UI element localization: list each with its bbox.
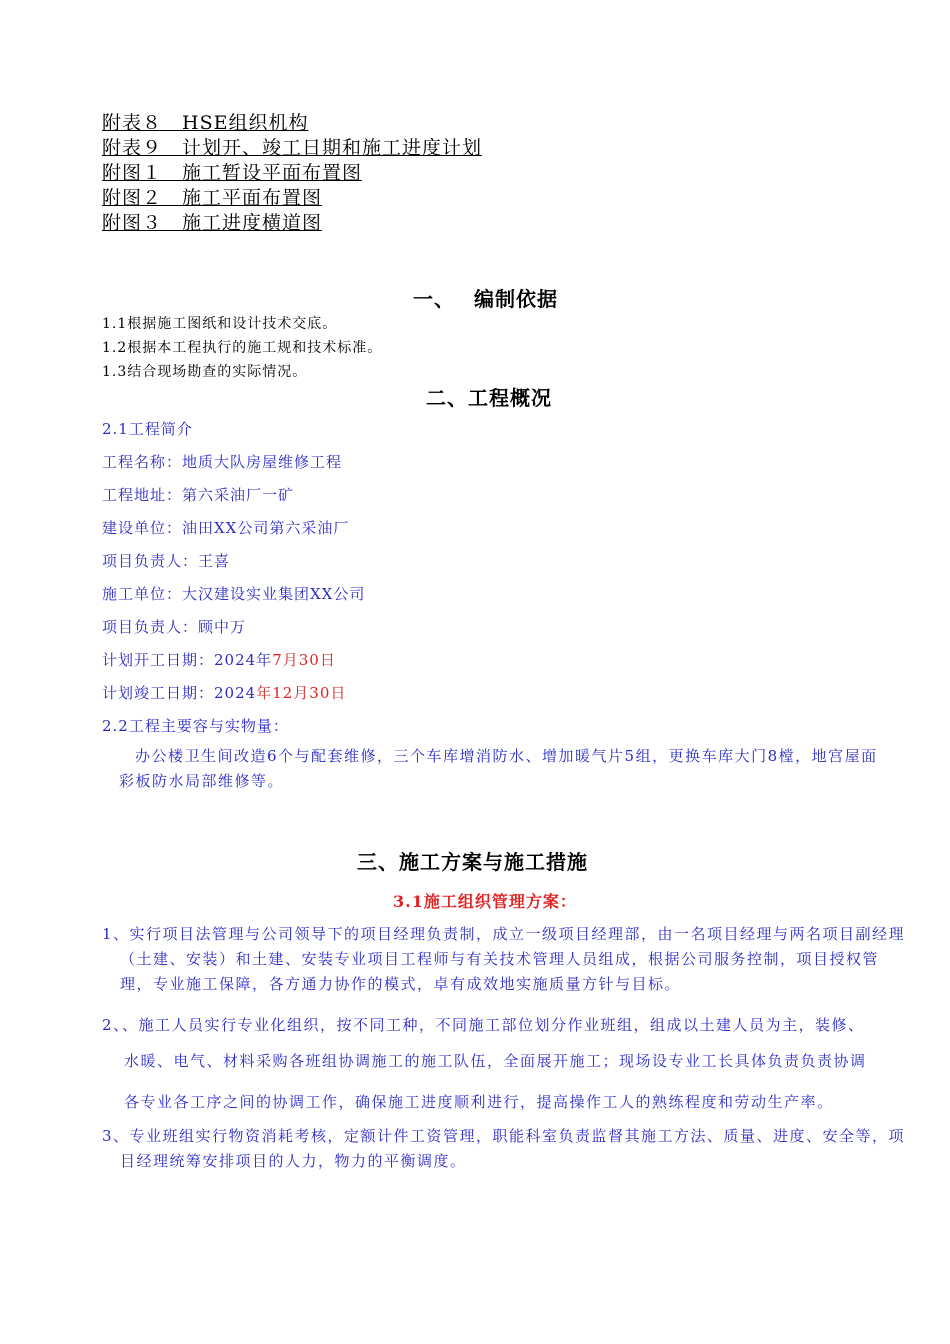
paragraph: 1、实行项目法管理与公司领导下的项目经理负责制，成立一级项目经理部，由一名项目经理与两名项目副经理（土建、安装）和土建、安装专业项目工程师与有关技术管理人员组成，根据公司服务控制，项目授权管理，专业施工保障，各方通力协作的模式，卓有成效地实施质量方针与目标。 [102, 925, 906, 993]
appendix-item: 附图１ 施工暂设平面布置图 [102, 162, 363, 184]
section1-title: 一、 编制依据 [413, 287, 558, 311]
paragraph-line: 各专业各工序之间的协调工作，确保施工进度顺利进行，提高操作工人的熟练程度和劳动生产率。 [124, 1093, 834, 1111]
end-date-value: 年12月30日 [256, 684, 347, 702]
owner-unit: 建设单位：油田XX公司第六采油厂 [102, 519, 350, 537]
appendix-item: 附表８ HSE组织机构 [102, 112, 309, 134]
project-name: 工程名称：地质大队房屋维修工程 [102, 453, 343, 471]
section1-item: 1.1根据施工图纸和设计技术交底。 [102, 316, 338, 332]
appendix-item: 附图２ 施工平面布置图 [102, 187, 323, 209]
appendix-item: 附表９ 计划开、竣工日期和施工进度计划 [102, 137, 483, 159]
owner-manager: 项目负责人：王喜 [102, 552, 231, 570]
subsection-heading: 2.2工程主要容与实物量： [102, 717, 289, 735]
section2-title: 二、工程概况 [426, 386, 552, 410]
end-date [102, 682, 346, 703]
section1-item: 1.3结合现场勘查的实际情况。 [102, 364, 308, 380]
paragraph-line: 2、、施工人员实行专业化组织，按不同工种，不同施工部位划分作业班组，组成以土建人员为主，装修、 [102, 1016, 865, 1034]
subsection-heading: 3.1施工组织管理方案： [393, 892, 577, 911]
start-date-prefix: 计划开工日期：2024年 [102, 651, 273, 669]
start-date-value: 7月30日 [272, 651, 336, 669]
end-date-prefix: 计划竣工日期：2024 [102, 684, 257, 702]
paragraph-line: 水暖、电气、材料采购各班组协调施工的施工队伍，全面展开施工；现场设专业工长具体负责负责协调 [124, 1052, 867, 1070]
start-date [102, 649, 336, 670]
project-address: 工程地址：第六采油厂一矿 [102, 486, 295, 504]
appendix-item: 附图３ 施工进度横道图 [102, 212, 323, 234]
paragraph: 3、专业班组实行物资消耗考核，定额计件工资管理，职能科室负责监督其施工方法、质量、进度、安全等，项目经理统筹安排项目的人力，物力的平衡调度。 [102, 1127, 906, 1170]
subsection-heading: 2.1工程简介 [102, 420, 193, 438]
section3-title: 三、施工方案与施工措施 [357, 850, 588, 874]
project-content: 办公楼卫生间改造6个与配套维修，三个车库增消防水、增加暖气片5组，更换车库大门8樘，地宫屋面彩板防水局部维修等。 [119, 747, 878, 790]
contractor-unit: 施工单位：大汉建设实业集团XX公司 [102, 585, 366, 603]
contractor-manager: 项目负责人：顾中万 [102, 618, 247, 636]
section1-item: 1.2根据本工程执行的施工规和技术标准。 [102, 340, 383, 356]
